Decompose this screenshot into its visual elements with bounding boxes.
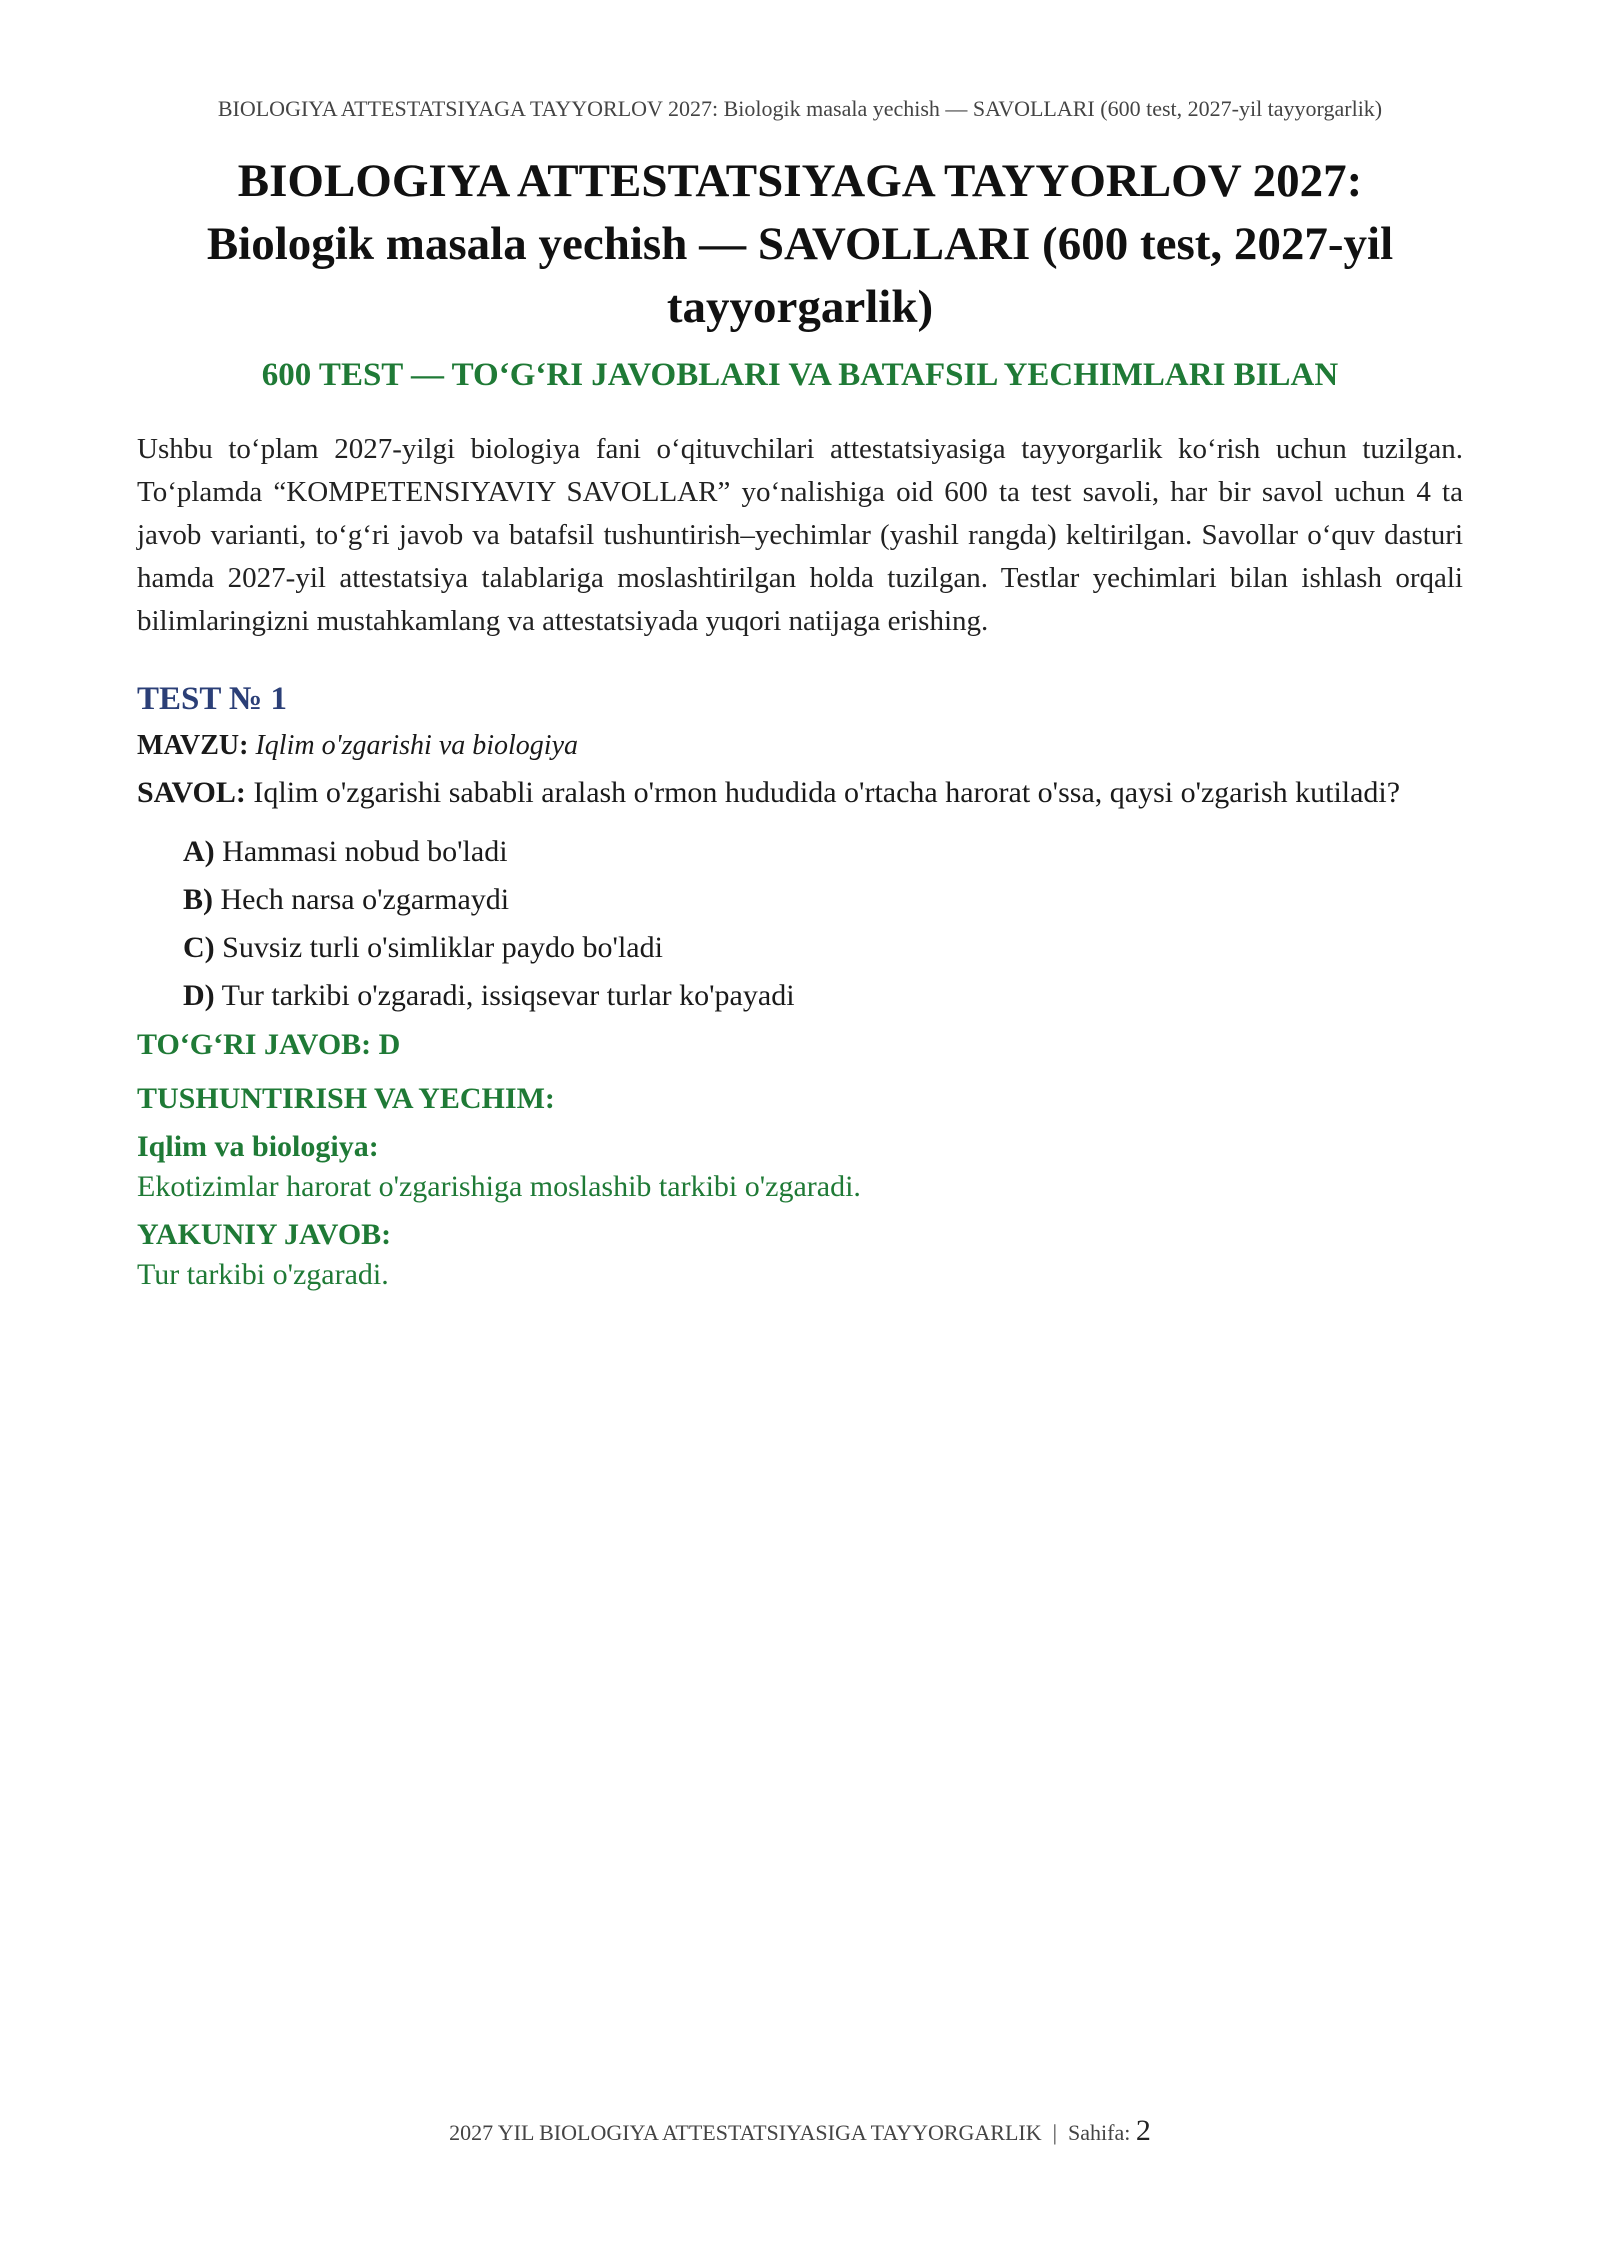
intro-paragraph: Ushbu to‘plam 2027-yilgi biologiya fani o‘qituvchilari attestatsiyasiga tayyorgarlik ko‘rish uchun tuzilgan. To‘plamda “KOMPETENSIYAVIY SAVOLLAR” yo‘nalishiga oid 600 ta test savoli, har bir savol uchun 4 ta javob varianti, to‘g‘ri javob va batafsil tushuntirish–yechimlar (yashil rangda) keltirilgan. Savollar o‘quv dasturi hamda 2027-yil attestatsiya talablariga moslashtirilgan holda tuzilgan. Testlar yechimlari bilan ishlash orqali bilimlaringizni mustahkamlang va attestatsiyada yuqori natijaga erishing. (137, 433, 1463, 637)
test-topic (137, 730, 1463, 762)
option-text: Suvsiz turli o'simliklar paydo bo'ladi (222, 931, 663, 964)
option-text: Hech narsa o'zgarmaydi (220, 883, 510, 916)
topic-label: MAVZU: (137, 730, 249, 761)
explanation-subheading: Iqlim va biologiya: (137, 1130, 379, 1163)
option-c (183, 924, 1463, 972)
option-b (183, 876, 1463, 924)
page-content (137, 150, 1463, 1292)
question-text: Iqlim o'zgarishi sababli aralash o'rmon hududida o'rtacha harorat o'ssa, qaysi o'zgarish kutiladi? (253, 776, 1401, 809)
footer-separator: | (1052, 2120, 1058, 2145)
correct-answer: TO‘G‘RI JAVOB: D (137, 1028, 401, 1061)
document-subtitle: 600 TEST — TO‘G‘RI JAVOBLARI VA BATAFSIL YECHIMLARI BILAN (261, 357, 1339, 393)
title-line-2: Biologik masala yechish — SAVOLLARI (600 test, 2027-yil (206, 218, 1394, 270)
document-title (137, 150, 1463, 339)
option-a (183, 828, 1463, 876)
title-line-1: BIOLOGIYA ATTESTATSIYAGA TAYYORLOV 2027: (237, 155, 1363, 207)
option-letter: B) (183, 883, 213, 916)
option-text: Tur tarkibi o'zgaradi, issiqsevar turlar ko'payadi (221, 979, 795, 1012)
final-answer-heading: YAKUNIY JAVOB: (137, 1218, 392, 1251)
running-header: BIOLOGIYA ATTESTATSIYAGA TAYYORLOV 2027: Biologik masala yechish — SAVOLLARI (600 test, 2027-yil tayyorgarlik) (217, 96, 1383, 121)
final-answer-text: Tur tarkibi o'zgaradi. (137, 1258, 389, 1291)
explanation-text: Ekotizimlar harorat o'zgarishiga moslashib tarkibi o'zgaradi. (137, 1170, 861, 1203)
page-number: 2 (1135, 2114, 1151, 2147)
option-letter: C) (183, 931, 215, 964)
answer-options (183, 828, 1463, 1020)
explanation-heading: TUSHUNTIRISH VA YECHIM: (137, 1082, 555, 1115)
title-line-3: tayyorgarlik) (666, 281, 934, 333)
option-d (183, 972, 1463, 1020)
test-question (137, 772, 1463, 814)
page-label: Sahifa: (1068, 2120, 1131, 2145)
option-letter: D) (183, 979, 215, 1012)
option-letter: A) (183, 835, 215, 868)
question-label: SAVOL: (137, 776, 246, 809)
footer-text: 2027 YIL BIOLOGIYA ATTESTATSIYASIGA TAYYORGARLIK (449, 2120, 1042, 2145)
page-footer (0, 2114, 1600, 2148)
test-title: TEST № 1 (137, 681, 287, 717)
topic-value: Iqlim o'zgarishi va biologiya (255, 730, 579, 761)
option-text: Hammasi nobud bo'ladi (222, 835, 508, 868)
